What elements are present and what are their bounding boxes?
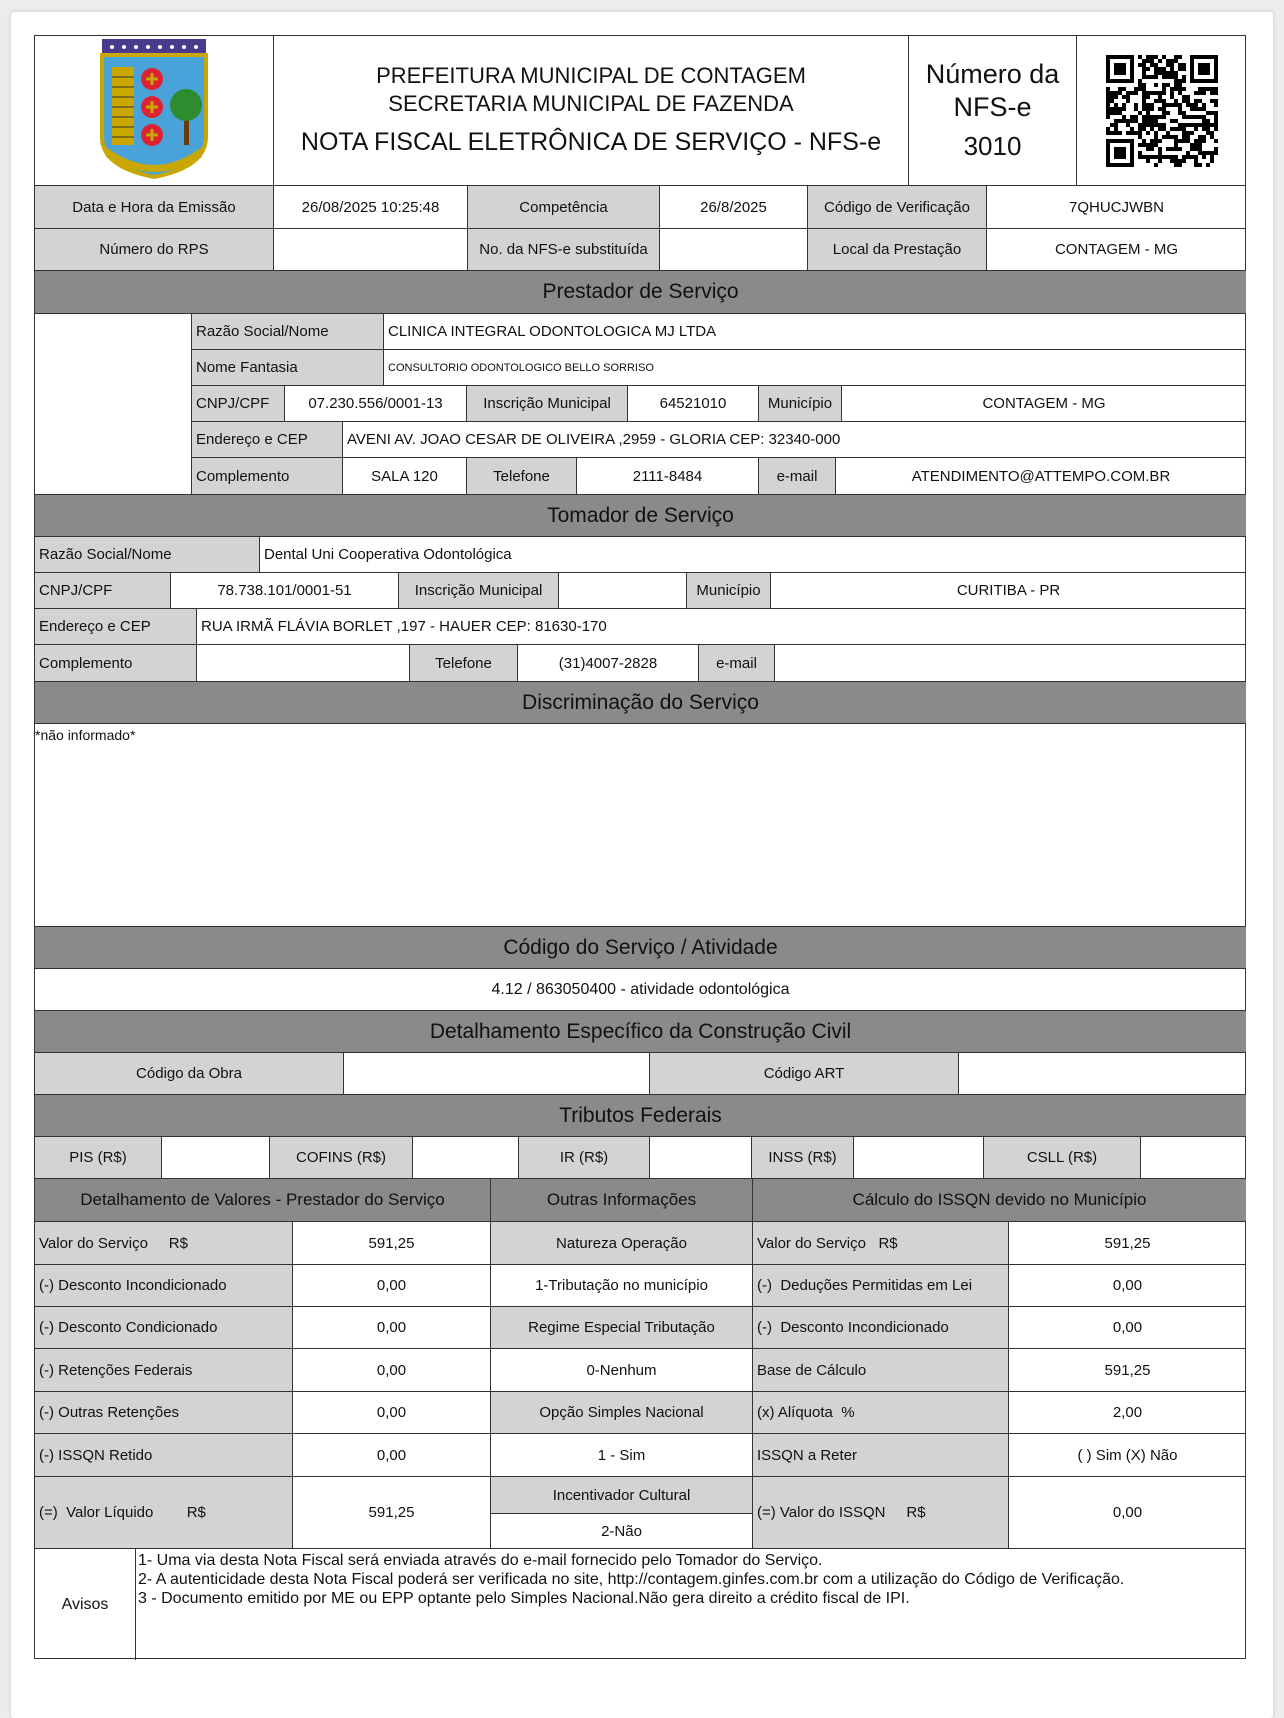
- provider-address-label: Endereço e CEP: [192, 422, 343, 458]
- qr-code-icon: [1106, 55, 1218, 167]
- header-title-block: [274, 36, 909, 186]
- competencia-label: Competência: [468, 186, 660, 229]
- substituted-nfse-label: No. da NFS-e substituída: [468, 229, 660, 271]
- values-row-value: 0,00: [293, 1265, 491, 1307]
- special-regime-value: 0-Nenhum: [491, 1349, 753, 1392]
- customer-cnpj-label: CNPJ/CPF: [35, 573, 171, 609]
- construction-work-code-label: Código da Obra: [35, 1053, 344, 1095]
- simples-nacional-value: 1 - Sim: [491, 1434, 753, 1477]
- issqn-row-label: (x) Alíquota %: [753, 1392, 1009, 1434]
- cofins-label: COFINS (R$): [270, 1137, 413, 1179]
- issqn-row-label: ISSQN a Reter: [753, 1434, 1009, 1477]
- header-line-3: NOTA FISCAL ELETRÔNICA DE SERVIÇO - NFS-e: [300, 127, 882, 156]
- customer-municipal-registration-value: [559, 573, 687, 609]
- values-row-label: Valor do Serviço R$: [35, 1222, 293, 1265]
- provider-address-value: AVENI AV. JOAO CESAR DE OLIVEIRA ,2959 - GLORIA CEP: 32340-000: [343, 422, 1246, 458]
- service-location-value: CONTAGEM - MG: [987, 229, 1246, 271]
- art-code-value: [959, 1053, 1246, 1095]
- customer-name-value: Dental Uni Cooperativa Odontológica: [260, 537, 1246, 573]
- values-row-value: 0,00: [293, 1392, 491, 1434]
- customer-email-label: e-mail: [699, 645, 775, 682]
- federal-taxes-section-title: Tributos Federais: [35, 1095, 1246, 1137]
- special-regime-label: Regime Especial Tributação: [491, 1307, 753, 1349]
- issqn-row-value: 2,00: [1009, 1392, 1246, 1434]
- issqn-row-value: ( ) Sim (X) Não: [1009, 1434, 1246, 1477]
- provider-city-label: Município: [759, 386, 842, 422]
- values-row-value: 0,00: [293, 1349, 491, 1392]
- provider-complement-label: Complemento: [192, 458, 343, 495]
- cofins-value: [413, 1137, 519, 1179]
- header-line-2: SECRETARIA MUNICIPAL DE FAZENDA: [388, 90, 794, 116]
- issqn-row-label: (-) Desconto Incondicionado: [753, 1307, 1009, 1349]
- emission-date-value: 26/08/2025 10:25:48: [274, 186, 468, 229]
- provider-trade-name-label: Nome Fantasia: [192, 350, 384, 386]
- pis-label: PIS (R$): [35, 1137, 162, 1179]
- notice-line-2: 2- A autenticidade desta Nota Fiscal poderá ser verificada no site, http://contagem.ginfes.com.br com a utilização do Código de Verificação.: [138, 1571, 1125, 1588]
- inss-label: INSS (R$): [752, 1137, 854, 1179]
- provider-municipal-registration-label: Inscrição Municipal: [467, 386, 628, 422]
- construction-work-code-value: [344, 1053, 650, 1095]
- provider-phone-label: Telefone: [467, 458, 577, 495]
- provider-email-label: e-mail: [759, 458, 836, 495]
- coat-of-arms-logo: [94, 37, 214, 185]
- cultural-incentive-value: 2-Não: [491, 1514, 753, 1549]
- values-row-value: 591,25: [293, 1222, 491, 1265]
- qr-cell: [1077, 36, 1246, 186]
- customer-municipal-registration-label: Inscrição Municipal: [399, 573, 559, 609]
- ir-value: [650, 1137, 752, 1179]
- provider-complement-value: SALA 120: [343, 458, 467, 495]
- header-line-1: PREFEITURA MUNICIPAL DE CONTAGEM: [376, 62, 806, 88]
- issqn-section-title: Cálculo do ISSQN devido no Município: [753, 1179, 1246, 1222]
- rps-number-value: [274, 229, 468, 271]
- customer-name-label: Razão Social/Nome: [35, 537, 260, 573]
- customer-complement-value: [197, 645, 410, 682]
- customer-section-title: Tomador de Serviço: [35, 495, 1246, 537]
- notice-line-3: 3 - Documento emitido por ME ou EPP optante pelo Simples Nacional.Não gera direito a crédito fiscal de IPI.: [138, 1590, 910, 1607]
- provider-blank-cell: [35, 314, 192, 495]
- description-text: *não informado*: [35, 724, 1246, 927]
- emission-date-label: Data e Hora da Emissão: [35, 186, 274, 229]
- pis-value: [162, 1137, 270, 1179]
- values-row-label: (-) Outras Retenções: [35, 1392, 293, 1434]
- customer-address-value: RUA IRMÃ FLÁVIA BORLET ,197 - HAUER CEP: 81630-170: [197, 609, 1246, 645]
- art-code-label: Código ART: [650, 1053, 959, 1095]
- nfse-document: [34, 35, 1246, 1659]
- values-row-value: 0,00: [293, 1307, 491, 1349]
- notices-label: Avisos: [35, 1549, 136, 1660]
- customer-address-label: Endereço e CEP: [35, 609, 197, 645]
- inss-value: [854, 1137, 984, 1179]
- provider-cnpj-value: 07.230.556/0001-13: [285, 386, 467, 422]
- issqn-row-value: 0,00: [1009, 1477, 1246, 1549]
- customer-phone-value: (31)4007-2828: [518, 645, 699, 682]
- substituted-nfse-value: [660, 229, 808, 271]
- customer-city-value: CURITIBA - PR: [771, 573, 1246, 609]
- values-row-label: (-) Retenções Federais: [35, 1349, 293, 1392]
- values-section-title: Detalhamento de Valores - Prestador do Serviço: [35, 1179, 491, 1222]
- service-code-section-title: Código do Serviço / Atividade: [35, 927, 1246, 969]
- issqn-row-label: (=) Valor do ISSQN R$: [753, 1477, 1009, 1549]
- service-location-label: Local da Prestação: [808, 229, 987, 271]
- customer-cnpj-value: 78.738.101/0001-51: [171, 573, 399, 609]
- csll-value: [1141, 1137, 1246, 1179]
- verification-code-value: 7QHUCJWBN: [987, 186, 1246, 229]
- values-row-label: (-) ISSQN Retido: [35, 1434, 293, 1477]
- nfse-number-block: [909, 36, 1077, 186]
- provider-phone-value: 2111-8484: [577, 458, 759, 495]
- nature-operation-value: 1-Tributação no município: [491, 1265, 753, 1307]
- values-row-label: (-) Desconto Incondicionado: [35, 1265, 293, 1307]
- customer-complement-label: Complemento: [35, 645, 197, 682]
- provider-name-label: Razão Social/Nome: [192, 314, 384, 350]
- service-code-value: 4.12 / 863050400 - atividade odontológica: [35, 969, 1246, 1011]
- values-row-value: 591,25: [293, 1477, 491, 1549]
- values-row-label: (=) Valor Líquido R$: [35, 1477, 293, 1549]
- construction-section-title: Detalhamento Específico da Construção Civil: [35, 1011, 1246, 1053]
- ir-label: IR (R$): [519, 1137, 650, 1179]
- provider-section-title: Prestador de Serviço: [35, 271, 1246, 314]
- csll-label: CSLL (R$): [984, 1137, 1141, 1179]
- nature-operation-label: Natureza Operação: [491, 1222, 753, 1265]
- issqn-row-label: Base de Cálculo: [753, 1349, 1009, 1392]
- cultural-incentive-label: Incentivador Cultural: [491, 1477, 753, 1514]
- provider-municipal-registration-value: 64521010: [628, 386, 759, 422]
- nfse-number-value: 3010: [963, 131, 1022, 161]
- provider-cnpj-label: CNPJ/CPF: [192, 386, 285, 422]
- other-info-section-title: Outras Informações: [491, 1179, 753, 1222]
- provider-city-value: CONTAGEM - MG: [842, 386, 1246, 422]
- customer-email-value: [775, 645, 1246, 682]
- description-section-title: Discriminação do Serviço: [35, 682, 1246, 724]
- verification-code-label: Código de Verificação: [808, 186, 987, 229]
- issqn-row-value: 0,00: [1009, 1265, 1246, 1307]
- nfse-number-label-2: NFS-e: [953, 92, 1032, 122]
- simples-nacional-label: Opção Simples Nacional: [491, 1392, 753, 1434]
- notice-line-1: 1- Uma via desta Nota Fiscal será enviada através do e-mail fornecido pelo Tomador do Serviço.: [138, 1552, 823, 1569]
- customer-city-label: Município: [687, 573, 771, 609]
- issqn-row-label: (-) Deduções Permitidas em Lei: [753, 1265, 1009, 1307]
- rps-number-label: Número do RPS: [35, 229, 274, 271]
- issqn-row-value: 0,00: [1009, 1307, 1246, 1349]
- notices-text: [136, 1549, 1246, 1660]
- issqn-row-label: Valor do Serviço R$: [753, 1222, 1009, 1265]
- competencia-value: 26/8/2025: [660, 186, 808, 229]
- provider-email-value: ATENDIMENTO@ATTEMPO.COM.BR: [836, 458, 1246, 495]
- customer-phone-label: Telefone: [410, 645, 518, 682]
- issqn-row-value: 591,25: [1009, 1222, 1246, 1265]
- nfse-number-label-1: Número da: [925, 59, 1060, 89]
- provider-name-value: CLINICA INTEGRAL ODONTOLOGICA MJ LTDA: [384, 314, 1246, 350]
- issqn-row-value: 591,25: [1009, 1349, 1246, 1392]
- values-row-value: 0,00: [293, 1434, 491, 1477]
- logo-cell: [35, 36, 274, 186]
- provider-trade-name-value: CONSULTORIO ODONTOLOGICO BELLO SORRISO: [384, 350, 1246, 386]
- values-row-label: (-) Desconto Condicionado: [35, 1307, 293, 1349]
